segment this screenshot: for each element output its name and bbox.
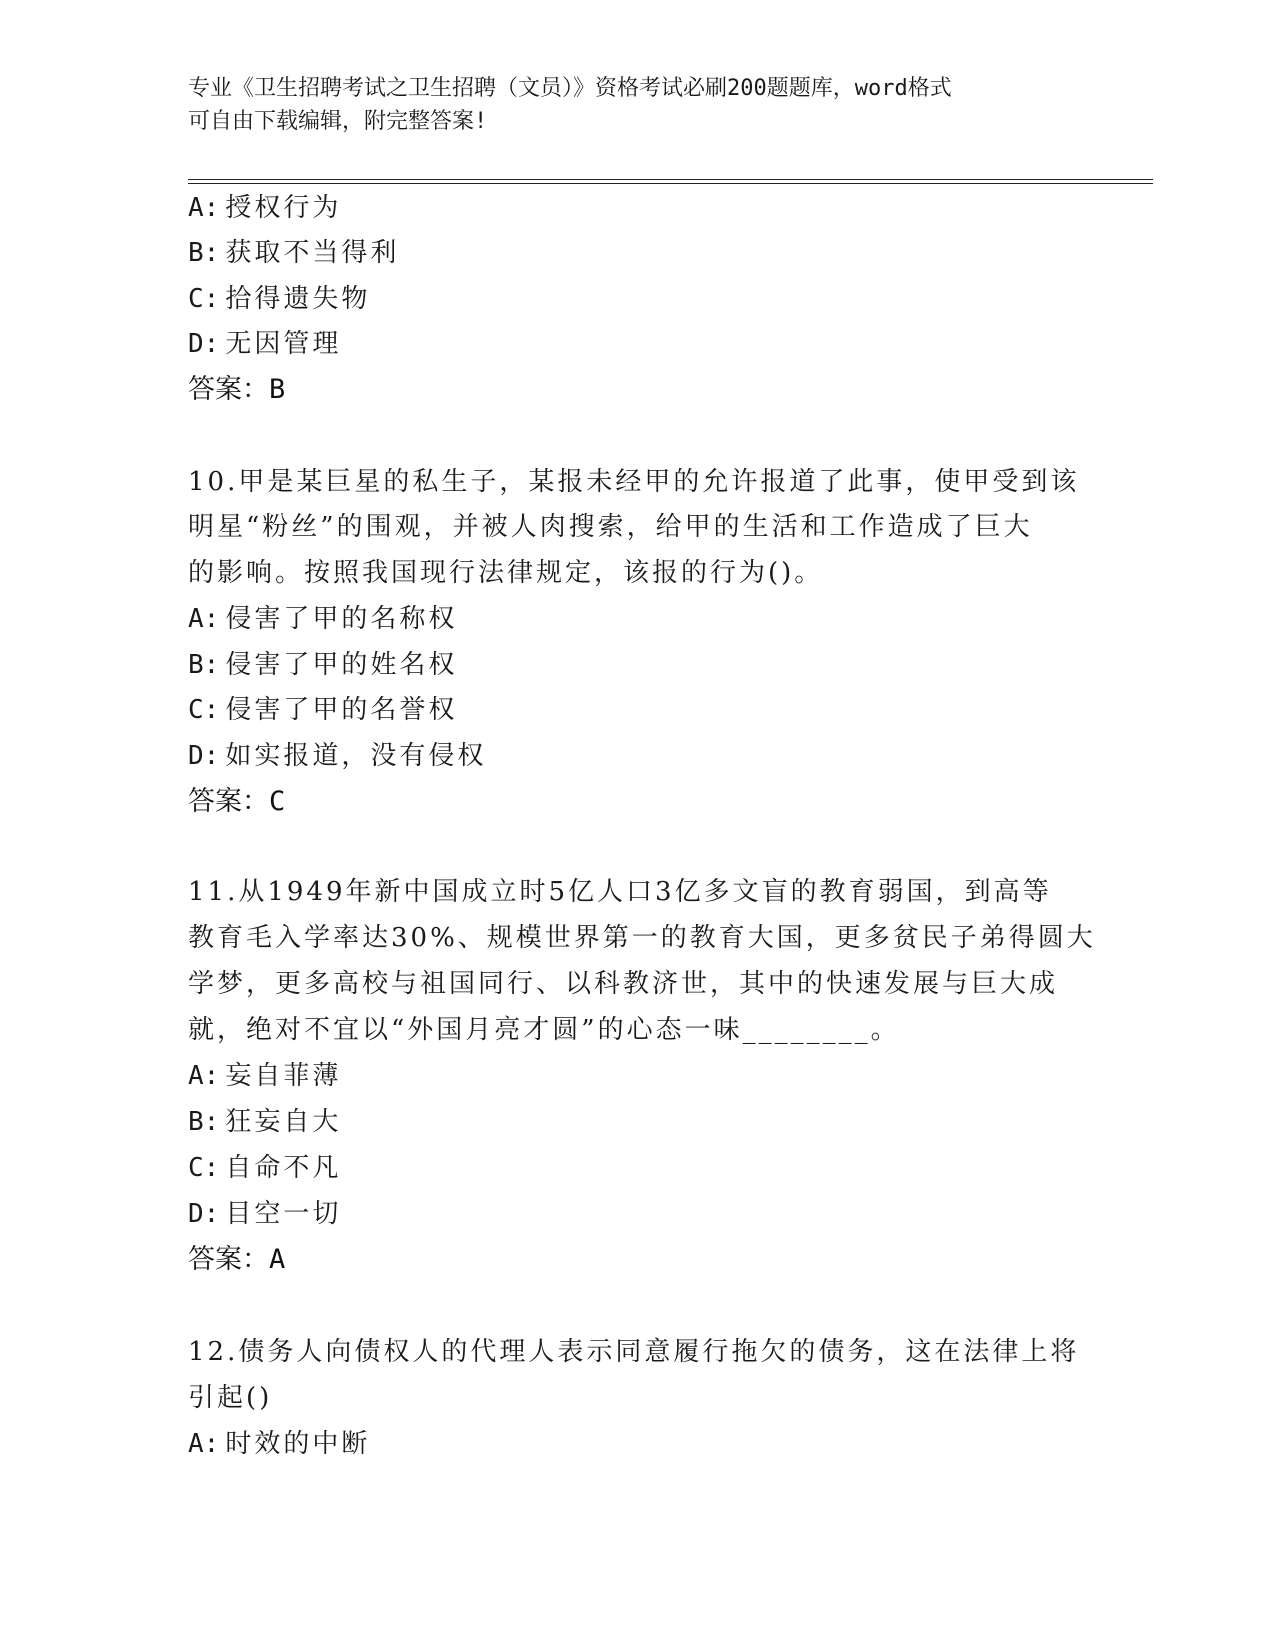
option-text: 无因管理 bbox=[225, 329, 342, 359]
answer-line bbox=[188, 1242, 285, 1278]
option-letter: C: bbox=[188, 284, 220, 314]
option-line bbox=[188, 1058, 341, 1094]
option-line bbox=[188, 738, 486, 774]
header-line-2: 可自由下载编辑，附完整答案! bbox=[188, 109, 488, 134]
question-text-line: 10.甲是某巨星的私生子，某报未经甲的允许报道了此事，使甲受到该 bbox=[188, 467, 1080, 497]
answer-label: 答案： bbox=[188, 374, 269, 405]
option-letter: A: bbox=[188, 193, 220, 223]
option-line bbox=[188, 692, 457, 728]
option-letter: D: bbox=[188, 329, 220, 359]
question-text-line: 就，绝对不宜以“外国月亮才圆”的心态一味________。 bbox=[188, 1015, 900, 1045]
question-text-line: 12.债务人向债权人的代理人表示同意履行拖欠的债务，这在法律上将 bbox=[188, 1337, 1080, 1367]
option-line bbox=[188, 647, 457, 683]
answer-value: C bbox=[269, 786, 286, 817]
option-text: 侵害了甲的姓名权 bbox=[225, 650, 458, 680]
option-line bbox=[188, 1150, 341, 1186]
option-line bbox=[188, 601, 457, 637]
question-text-line: 引起() bbox=[188, 1383, 273, 1413]
option-text: 授权行为 bbox=[225, 193, 342, 223]
option-line bbox=[188, 326, 341, 362]
question-text-line: 教育毛入学率达30%、规模世界第一的教育大国，更多贫民子弟得圆大 bbox=[188, 923, 1096, 953]
answer-line bbox=[188, 784, 285, 820]
option-letter: B: bbox=[188, 650, 220, 680]
option-letter: C: bbox=[188, 1153, 220, 1183]
answer-line bbox=[188, 372, 285, 408]
option-text: 如实报道，没有侵权 bbox=[225, 741, 487, 771]
question-text-line: 学梦，更多高校与祖国同行、以科教济世，其中的快速发展与巨大成 bbox=[188, 969, 1059, 999]
answer-label: 答案： bbox=[188, 786, 269, 817]
header-divider-top bbox=[188, 179, 1153, 180]
header-divider-bottom bbox=[188, 183, 1153, 184]
header-line-1: 专业《卫生招聘考试之卫生招聘（文员）》资格考试必刷200题题库，word格式 bbox=[188, 76, 952, 101]
option-line bbox=[188, 190, 341, 226]
answer-value: B bbox=[269, 374, 286, 405]
option-letter: B: bbox=[188, 238, 220, 268]
option-text: 妄自菲薄 bbox=[225, 1061, 342, 1091]
option-line bbox=[188, 1104, 341, 1140]
option-letter: B: bbox=[188, 1107, 220, 1137]
option-letter: D: bbox=[188, 1199, 220, 1229]
answer-value: A bbox=[269, 1244, 286, 1275]
option-text: 侵害了甲的名誉权 bbox=[225, 695, 458, 725]
question-text-line: 明星“粉丝”的围观，并被人肉搜索，给甲的生活和工作造成了巨大 bbox=[188, 512, 1033, 542]
question-text-line: 11.从1949年新中国成立时5亿人口3亿多文盲的教育弱国，到高等 bbox=[188, 877, 1052, 907]
option-line bbox=[188, 281, 370, 317]
option-line bbox=[188, 1426, 370, 1462]
question-text-line: 的影响。按照我国现行法律规定，该报的行为()。 bbox=[188, 558, 824, 588]
option-text: 拾得遗失物 bbox=[225, 284, 371, 314]
option-text: 自命不凡 bbox=[225, 1153, 342, 1183]
option-letter: A: bbox=[188, 604, 220, 634]
option-text: 目空一切 bbox=[225, 1199, 342, 1229]
answer-label: 答案： bbox=[188, 1244, 269, 1275]
option-text: 侵害了甲的名称权 bbox=[225, 604, 458, 634]
option-letter: A: bbox=[188, 1061, 220, 1091]
option-letter: D: bbox=[188, 741, 220, 771]
option-line bbox=[188, 1196, 341, 1232]
option-text: 狂妄自大 bbox=[225, 1107, 342, 1137]
option-letter: A: bbox=[188, 1429, 220, 1459]
option-text: 时效的中断 bbox=[225, 1429, 371, 1459]
option-text: 获取不当得利 bbox=[225, 238, 400, 268]
option-line bbox=[188, 235, 399, 271]
document-header bbox=[188, 72, 1068, 138]
option-letter: C: bbox=[188, 695, 220, 725]
